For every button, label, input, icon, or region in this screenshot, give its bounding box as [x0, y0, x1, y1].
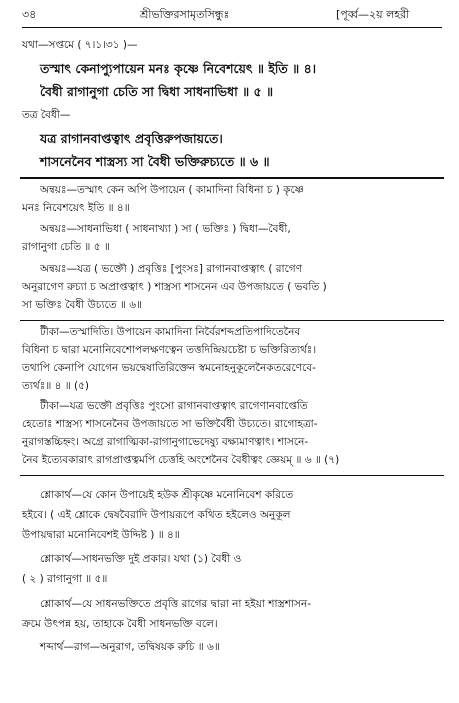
shlokartha-5-line-2: ( ২ ) রাগানুগা ॥ ৫॥ [22, 573, 108, 585]
verse-line-4: শাসনেনৈব শাস্ত্রস্য সা বৈধী ভক্তিরুচ্যতে ॥ ৬ ॥ [40, 154, 270, 169]
anvaya-6-line-3: সা ভক্তিঃ বৈধী উচ্যতে ॥ ৬॥ [22, 299, 142, 311]
tika-4-line-2: বিধিনা চ দ্বারা মনোনিবেশোপলক্ষণত্বেন তত্তদিন্দ্রিয়চেষ্টা চ ভক্তিরিত্যর্থঃ। [22, 344, 317, 356]
tika-6-line-1: টীকা—যত্র ভক্তৌ প্রবৃত্তিঃ পুংসো রাগানবাপ্তত্বাৎ রাগেণানবাপ্তেতি [40, 400, 308, 412]
tika-4-line-3: তথাপি কেনাপি যোগেন ভয়দ্বেষাতিরিক্তেন স্বমনোহনুকূলেনৈকতরেণেবে- [22, 362, 316, 374]
verse-line-1: তস্মাৎ কেনাপ্যুপায়েন মনঃ কৃষ্ণে নিবেশয়েৎ ॥ ইতি ॥ ৪। [40, 61, 317, 76]
verse-rule [20, 177, 444, 179]
anvaya-5-line-2: রাগানুগা চেতি ॥ ৫ ॥ [22, 241, 110, 253]
tika-6-line-4: নৈব ইত্যেবকারাৎ রাগপ্রাপ্তত্বমপি চেত্তহি অংশেনৈব বৈধীত্বং জ্ঞেয়ম্ ॥ ৬ ॥ (৭) [22, 454, 340, 466]
tika-4-line-4: ত্যর্থঃ॥ ৪ ॥ (৫) [22, 380, 90, 392]
shlokartha-5-line-1: শ্লোকার্থ—সাধনভক্তি দুই প্রকার। যথা (১) বৈধী ও [40, 553, 242, 565]
tika-4-line-1: টীকা—তস্মাদিতি। উপায়েন কামাদিনা নির্বৈরশব্দপ্রতিপাদিতেনৈব [40, 326, 301, 338]
anvaya-rule [20, 320, 444, 321]
shlokartha-6-line-1: শ্লোকার্থ—যে সাধনভক্তিতে প্রবৃত্তি রাগের দ্বারা না হইয়া শাস্ত্রশাসন- [40, 598, 312, 610]
verse-line-2: বৈধী রাগানুগা চেতি সা দ্বিধা সাধনাভিধা ॥ ৫ ॥ [40, 84, 274, 99]
verse-reference: যথা—সপ্তমে ( ৭।১।৩১ )— [22, 39, 138, 51]
shlokartha-4-line-1: শ্লোকার্থ—যে কোন উপায়েই হউক শ্রীকৃষ্ণে মনোনিবেশ করিতে [40, 489, 294, 501]
anvaya-4-line-2: মনঃ নিবেশয়েৎ ইতি ॥ ৪॥ [22, 202, 130, 214]
tika-6-line-3: নুরাগস্তচ্চিহ্নং। অগ্রে রাগাত্মিকা-রাগানুগাভেদেষ্যু বক্ষ্যমাণত্বাৎ। শাসনে- [22, 436, 309, 448]
shlokartha-4-line-3: উপায়দ্বারা মনোনিবেশই উদ্দিষ্ট ) ॥ ৪॥ [22, 529, 180, 541]
page-number: ৩৪ [22, 8, 37, 21]
verse-line-3: যত্র রাগানবাপ্তত্বাৎ প্রবৃত্তিরুপজায়তে। [40, 131, 223, 146]
tika-rule [20, 475, 444, 476]
anvaya-4-line-1: অন্বয়ঃ—তস্মাৎ কেন অপি উপায়েন ( কামাদিনা বিধিনা চ ) কৃষ্ণে [40, 184, 304, 196]
shabdartha-6: শব্দার্থ—রাগ—অনুরাগ, তদ্বিষয়ক রুচি ॥ ৬॥ [40, 641, 220, 653]
section-label: [পূর্ব্ব—২য় লহরী [336, 8, 410, 21]
anvaya-6-line-2: অনুরাগেণ রুচ্যা চ অপ্রাপ্তত্বাৎ ) শাস্ত্রস্য শাসনেন এব উপজায়তে ( ভবতি ) [22, 281, 327, 293]
running-title: শ্রীভক্তিরসামৃতসিন্ধুঃ [140, 8, 230, 21]
verse-intro-vaidhi: তত্র বৈধী— [22, 109, 71, 121]
tika-6-line-2: হেতোঃ শাস্ত্রস্য শাসনেনৈব উপজায়তে সা ভক্তির্বৈধী উচ্যতে। রাগোহত্রা- [22, 418, 318, 430]
anvaya-5-line-1: অন্বয়ঃ—সাধনাভিধা ( সাধনাখ্যা ) সা ( ভক্তিঃ ) দ্বিধা—বৈধী, [40, 223, 291, 235]
header-rule [22, 27, 442, 28]
anvaya-6-line-1: অন্বয়ঃ—যত্র ( ভক্তৌ ) প্রবৃত্তিঃ [পুংসঃ] রাগানবাপ্তত্বাৎ ( রাগেণ [40, 263, 303, 275]
shlokartha-6-line-2: ক্রমে উৎপন্ন হয়, তাহাকে বৈধী সাধনভক্তি বলে। [22, 618, 218, 630]
shlokartha-4-line-2: হইবে। ( এই শ্লোকে দ্বেষবৈরাদি উপায়রূপে কথিত হইলেও অনুকূল [22, 509, 291, 521]
